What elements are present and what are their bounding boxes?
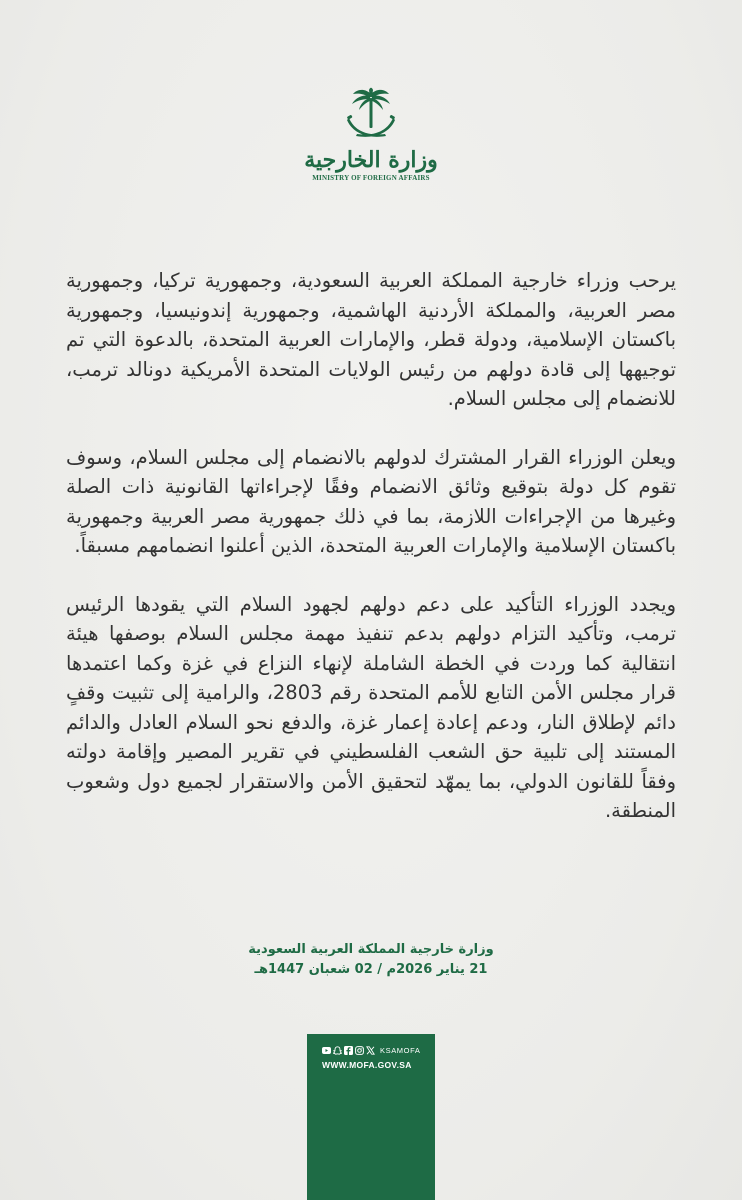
social-handle[interactable]: KSAMOFA — [380, 1046, 421, 1055]
statement-body — [66, 266, 676, 855]
statement-paragraph-3: ويجدد الوزراء التأكيد على دعم دولهم لجهود السلام التي يقودها الرئيس ترمب، وتأكيد التزام دولهم بدعم تنفيذ مهمة مجلس السلام بوصفها هيئة انتقالية كما وردت في الخطة الشاملة لإنهاء النزاع في غزة وكما اعتمدها قرار مجلس الأمن التابع للأمم المتحدة رقم 2803، والرامية إلى تثبيت وقفٍ دائم لإطلاق النار، ودعم إعادة إعمار غزة، والدفع نحو السلام العادل والدائم المستند إلى تلبية حق الشعب الفلسطيني في تقرير المصير وإقامة دولته وفقاً للقانون الدولي، بما يمهّد لتحقيق الأمن والاستقرار لجميع دول وشعوب المنطقة. — [66, 592, 676, 822]
website-link[interactable]: WWW.MOFA.GOV.SA — [322, 1060, 412, 1070]
snapchat-icon[interactable] — [333, 1046, 342, 1055]
x-icon[interactable] — [366, 1046, 375, 1055]
ministry-logo — [0, 84, 742, 182]
statement-paragraph-1: يرحب وزراء خارجية المملكة العربية السعودية، وجمهورية تركيا، وجمهورية مصر العربية، والمملكة الأردنية الهاشمية، وجمهورية إندونيسيا، وجمهورية باكستان الإسلامية، ودولة قطر، والإمارات العربية المتحدة، بالدعوة التي تم توجيهها إلى قادة دولهم من رئيس الولايات المتحدة الأمريكية دونالد ترمب، للانضمام إلى مجلس السلام. — [66, 269, 676, 410]
ministry-name-english: MINISTRY OF FOREIGN AFFAIRS — [312, 174, 430, 182]
ministry-name-arabic: وزارة الخارجية — [304, 147, 438, 173]
statement-paragraph-2: ويعلن الوزراء القرار المشترك لدولهم بالانضمام إلى مجلس السلام، وسوف تقوم كل دولة بتوقيع وثائق الانضمام وفقًا لإجراءاتها القانونية ذات الصلة وغيرها من الإجراءات اللازمة، بما في ذلك جمهورية مصر العربية وجمهورية باكستان الإسلامية والإمارات العربية المتحدة، الذين أعلنوا انضمامهم مسبقاً. — [66, 445, 676, 557]
statement-date: 21 يناير 2026م / 02 شعبان 1447هـ — [254, 962, 488, 977]
signature-block — [0, 940, 742, 980]
facebook-icon[interactable] — [344, 1046, 353, 1055]
instagram-icon[interactable] — [355, 1046, 364, 1055]
youtube-icon[interactable] — [322, 1046, 331, 1055]
footer-contact-box — [307, 1034, 435, 1200]
signature-organization: وزارة خارجية المملكة العربية السعودية — [248, 942, 494, 957]
social-media-row — [322, 1046, 425, 1055]
palm-swords-emblem-icon — [339, 84, 403, 148]
